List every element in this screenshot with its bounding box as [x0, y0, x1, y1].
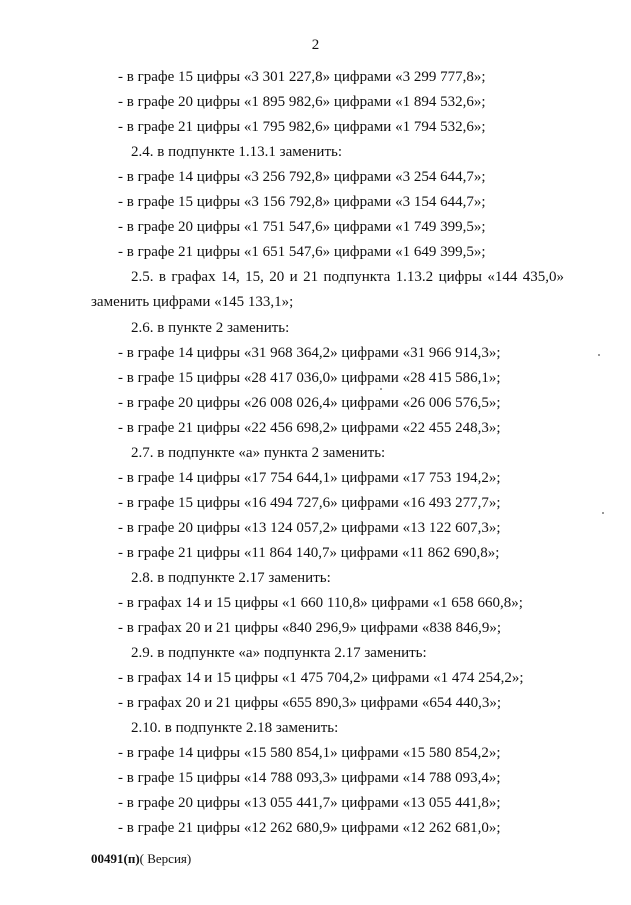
section-heading: 2.10. в подпункте 2.18 заменить: — [131, 720, 339, 736]
amendment-line: - в графе 20 цифры «1 751 547,6» цифрами «1 749 399,5»; — [118, 219, 486, 235]
amendment-line: - в графе 21 цифры «1 795 982,6» цифрами «1 794 532,6»; — [118, 119, 486, 135]
document-code: 00491(п) — [91, 851, 140, 866]
amendment-line: - в графе 21 цифры «11 864 140,7» цифрами «11 862 690,8»; — [118, 545, 500, 561]
amendment-line: - в графе 21 цифры «1 651 547,6» цифрами «1 649 399,5»; — [118, 244, 486, 260]
section-heading: 2.4. в подпункте 1.13.1 заменить: — [131, 144, 343, 160]
amendment-line: - в графах 20 и 21 цифры «655 890,3» цифрами «654 440,3»; — [118, 695, 502, 711]
section-heading: 2.6. в пункте 2 заменить: — [131, 320, 290, 336]
amendment-line: - в графе 20 цифры «26 008 026,4» цифрами «26 006 576,5»; — [118, 395, 501, 411]
amendment-line: - в графе 21 цифры «12 262 680,9» цифрами «12 262 681,0»; — [118, 820, 501, 836]
amendment-line: - в графе 20 цифры «13 124 057,2» цифрами «13 122 607,3»; — [118, 520, 501, 536]
section-paragraph-first-line: 2.5. в графах 14, 15, 20 и 21 подпункта 1.13.2 цифры «144 435,0» — [131, 269, 564, 285]
amendment-line: - в графе 14 цифры «31 968 364,2» цифрами «31 966 914,3»; — [118, 345, 501, 361]
amendment-line: - в графе 20 цифры «13 055 441,7» цифрами «13 055 441,8»; — [118, 795, 501, 811]
section-heading: 2.9. в подпункте «а» подпункта 2.17 заменить: — [131, 645, 427, 661]
page-number: 2 — [311, 37, 320, 53]
document-footer — [91, 851, 191, 867]
amendment-line: - в графах 14 и 15 цифры «1 475 704,2» цифрами «1 474 254,2»; — [118, 670, 524, 686]
document-version: ( Версия) — [139, 851, 192, 866]
amendment-line: - в графе 14 цифры «15 580 854,1» цифрами «15 580 854,2»; — [118, 745, 501, 761]
amendment-line: - в графе 15 цифры «3 301 227,8» цифрами «3 299 777,8»; — [118, 69, 486, 85]
section-heading: 2.7. в подпункте «а» пункта 2 заменить: — [131, 445, 386, 461]
amendment-line: - в графе 15 цифры «16 494 727,6» цифрами «16 493 277,7»; — [118, 495, 501, 511]
amendment-line: - в графе 15 цифры «28 417 036,0» цифрами «28 415 586,1»; — [118, 370, 501, 386]
amendment-line: - в графе 14 цифры «17 754 644,1» цифрами «17 753 194,2»; — [118, 470, 501, 486]
amendment-line: - в графе 15 цифры «14 788 093,3» цифрами «14 788 093,4»; — [118, 770, 501, 786]
amendment-line: - в графе 14 цифры «3 256 792,8» цифрами «3 254 644,7»; — [118, 169, 486, 185]
amendment-line: - в графе 15 цифры «3 156 792,8» цифрами «3 154 644,7»; — [118, 194, 486, 210]
amendment-line: - в графах 14 и 15 цифры «1 660 110,8» цифрами «1 658 660,8»; — [118, 595, 523, 611]
amendment-line: - в графе 20 цифры «1 895 982,6» цифрами «1 894 532,6»; — [118, 94, 486, 110]
section-paragraph-continuation: заменить цифрами «145 133,1»; — [91, 294, 294, 310]
scan-speck — [380, 388, 382, 390]
scan-speck — [598, 354, 600, 356]
scan-speck — [602, 512, 604, 514]
amendment-line: - в графе 21 цифры «22 456 698,2» цифрами «22 455 248,3»; — [118, 420, 501, 436]
section-heading: 2.8. в подпункте 2.17 заменить: — [131, 570, 331, 586]
amendment-line: - в графах 20 и 21 цифры «840 296,9» цифрами «838 846,9»; — [118, 620, 502, 636]
